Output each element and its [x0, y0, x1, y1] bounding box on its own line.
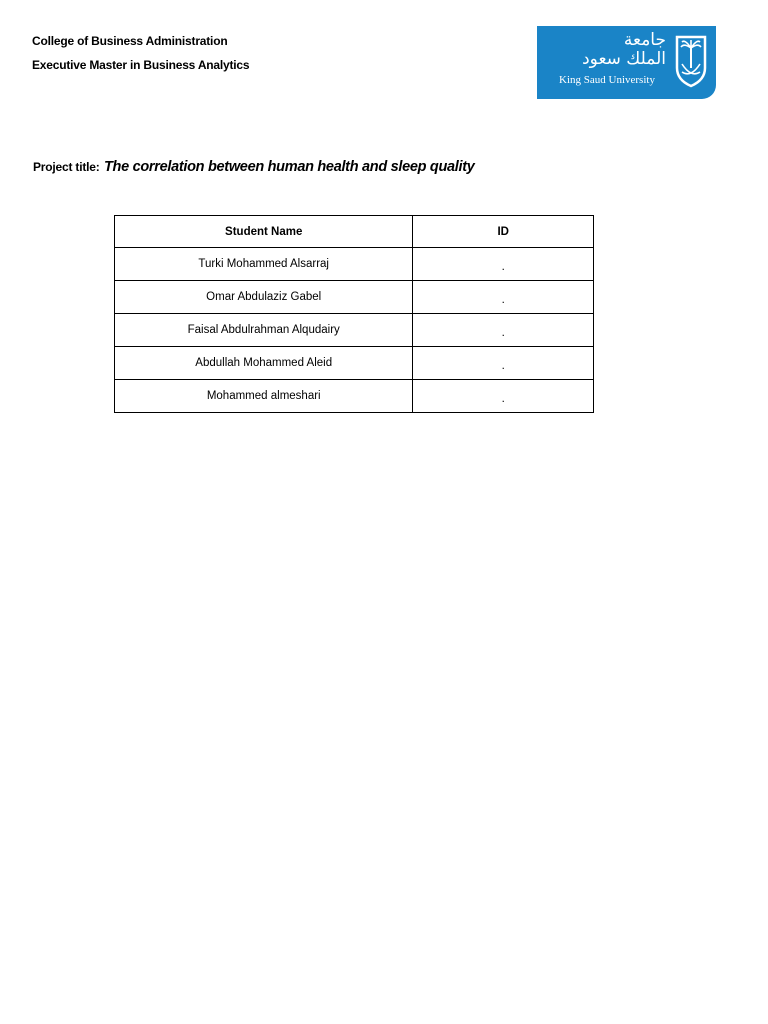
table-row [115, 248, 594, 281]
student-id-value: . [501, 261, 505, 273]
student-id-cell [413, 380, 594, 413]
student-id-value: . [501, 360, 505, 372]
project-title [33, 158, 475, 176]
column-header-student-name: Student Name [115, 216, 413, 248]
student-id-cell [413, 248, 594, 281]
logo-arabic-line1: جامعة [623, 30, 666, 50]
student-name-cell: Turki Mohammed Alsarraj [115, 248, 413, 281]
palm-and-swords-emblem-icon [674, 34, 708, 88]
student-name-cell: Faisal Abdulrahman Alqudairy [115, 314, 413, 347]
student-name-cell: Mohammed almeshari [115, 380, 413, 413]
student-id-value: . [501, 393, 505, 405]
students-table [114, 215, 594, 413]
table-row [115, 347, 594, 380]
table-row [115, 314, 594, 347]
student-name-cell: Omar Abdulaziz Gabel [115, 281, 413, 314]
table-row [115, 380, 594, 413]
student-id-cell [413, 314, 594, 347]
table-row [115, 281, 594, 314]
university-logo [537, 26, 716, 99]
column-header-id: ID [413, 216, 594, 248]
project-title-label: Project title: [33, 160, 100, 174]
project-title-value: The correlation between human health and sleep quality [104, 159, 475, 175]
student-name-cell: Abdullah Mohammed Aleid [115, 347, 413, 380]
table-header-row [115, 216, 594, 248]
college-header [32, 29, 249, 77]
student-id-cell [413, 281, 594, 314]
college-name: College of Business Administration [32, 34, 228, 48]
student-id-value: . [501, 327, 505, 339]
student-id-value: . [501, 294, 505, 306]
program-name: Executive Master in Business Analytics [32, 58, 250, 72]
student-id-cell [413, 347, 594, 380]
logo-english-name: King Saud University [559, 74, 655, 86]
logo-arabic-line2: الملك سعود [582, 49, 666, 69]
